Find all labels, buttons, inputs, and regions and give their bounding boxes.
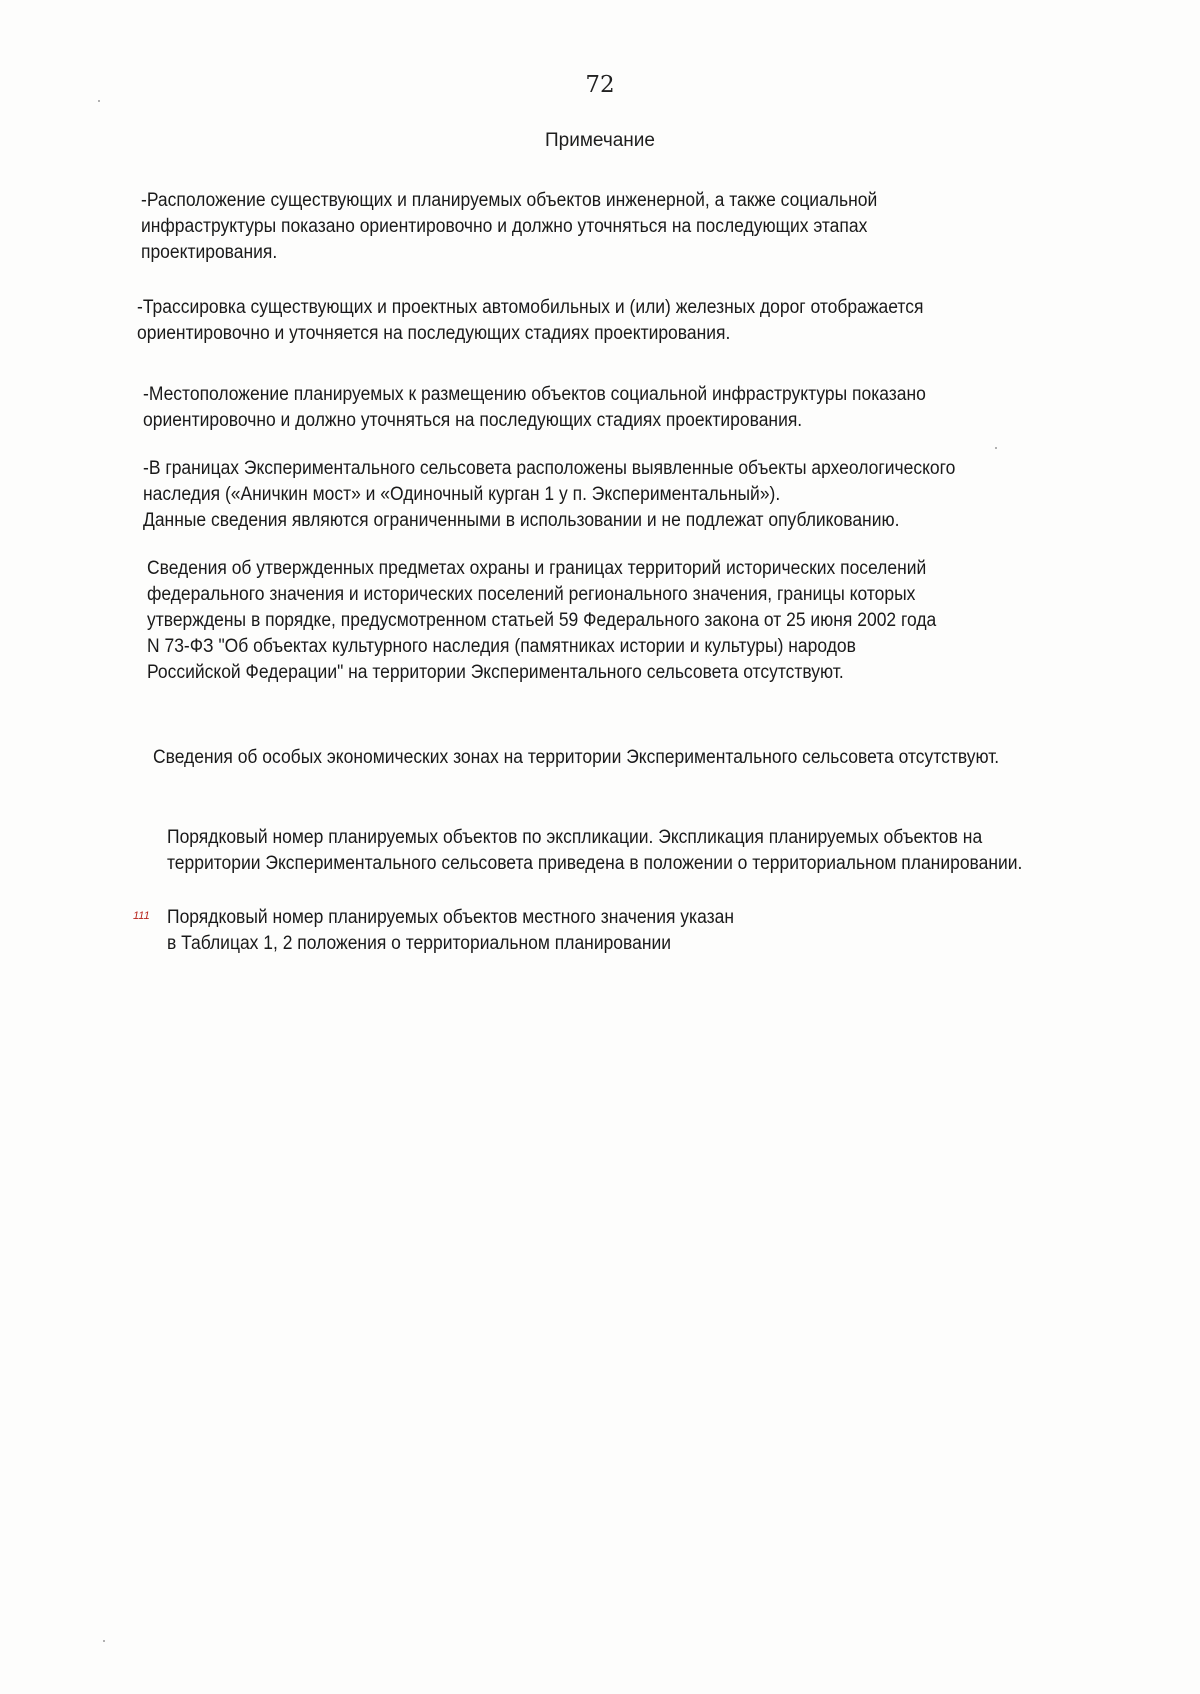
note-paragraph-historic-settlements: [147, 556, 936, 686]
paragraph-line: проектирования.: [141, 242, 278, 263]
paragraph-line: наследия («Аничкин мост» и «Одиночный курган 1 у п. Экспериментальный»).: [143, 484, 781, 505]
paragraph-line: инфраструктуры показано ориентировочно и должно уточняться на последующих этапах: [141, 216, 868, 237]
note-paragraph-economic-zones: [153, 745, 999, 771]
paragraph-line: ориентировочно и уточняется на последующих стадиях проектирования.: [137, 323, 731, 344]
paragraph-line: Сведения об особых экономических зонах на территории Экспериментального сельсовета отсутствуют.: [153, 747, 1000, 768]
paragraph-line: -В границах Экспериментального сельсовета расположены выявленные объекты археологического: [143, 458, 956, 479]
scan-speck: [98, 100, 100, 102]
paragraph-line: N 73-ФЗ "Об объектах культурного наследия (памятниках истории и культуры) народов: [147, 636, 856, 657]
paragraph-line: утверждены в порядке, предусмотренном статьей 59 Федерального закона от 25 июня 2002 года: [147, 610, 937, 631]
paragraph-line: Данные сведения являются ограниченными в использовании и не подлежат опубликованию.: [143, 510, 900, 531]
paragraph-line: -Местоположение планируемых к размещению объектов социальной инфраструктуры показано: [143, 384, 926, 405]
note-paragraph-local-objects: [167, 905, 734, 957]
note-paragraph-roads: [137, 295, 923, 347]
scan-speck: [995, 447, 997, 449]
paragraph-line: в Таблицах 1, 2 положения о территориальном планировании: [167, 933, 672, 954]
paragraph-line: Порядковый номер планируемых объектов по экспликации. Экспликация планируемых объектов на: [167, 827, 983, 848]
page-number: 72: [585, 72, 615, 98]
note-paragraph-social-objects: [143, 382, 926, 434]
note-heading: Примечание: [545, 130, 655, 151]
note-paragraph-explication: [167, 825, 1022, 877]
paragraph-line: федерального значения и исторических поселений регионального значения, границы которых: [147, 584, 916, 605]
scan-speck: [103, 1640, 105, 1642]
note-paragraph-infrastructure: [141, 188, 877, 266]
paragraph-line: ориентировочно и должно уточняться на последующих стадиях проектирования.: [143, 410, 803, 431]
paragraph-line: Порядковый номер планируемых объектов местного значения указан: [167, 907, 734, 928]
paragraph-line: -Расположение существующих и планируемых объектов инженерной, а также социальной: [141, 190, 878, 211]
paragraph-line: Сведения об утвержденных предметах охраны и границах территорий исторических поселений: [147, 558, 927, 579]
paragraph-line: Российской Федерации" на территории Экспериментального сельсовета отсутствуют.: [147, 662, 844, 683]
note-paragraph-archaeology: [143, 456, 955, 534]
paragraph-line: -Трассировка существующих и проектных автомобильных и (или) железных дорог отображается: [137, 297, 924, 318]
legend-marker-symbol: 111: [133, 910, 150, 922]
paragraph-line: территории Экспериментального сельсовета приведена в положении о территориальном планировании.: [167, 853, 1023, 874]
